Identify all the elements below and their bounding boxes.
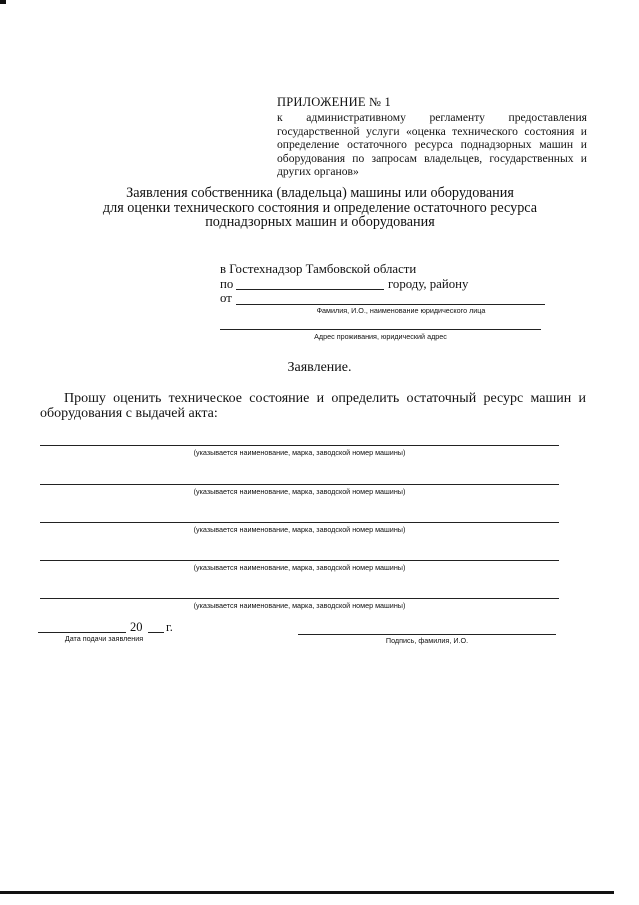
applicant-address-field[interactable] bbox=[220, 329, 541, 330]
district-suffix: городу, району bbox=[388, 277, 469, 291]
machine-field-4[interactable] bbox=[40, 560, 559, 561]
district-field[interactable] bbox=[236, 289, 384, 290]
signature-field[interactable] bbox=[298, 634, 556, 635]
machine-field-2[interactable] bbox=[40, 484, 559, 485]
document-title bbox=[60, 186, 580, 230]
date-field[interactable] bbox=[38, 632, 126, 633]
machine-field-3[interactable] bbox=[40, 522, 559, 523]
document-title-line-2: для оценки технического состояния и определение остаточного ресурса bbox=[102, 199, 538, 216]
document-title-line-3: поднадзорных машин и оборудования bbox=[205, 214, 435, 230]
machine-field-5[interactable] bbox=[40, 598, 559, 599]
machine-field-caption-4: (указывается наименование, марка, заводской номер машины) bbox=[193, 563, 406, 572]
request-text: Прошу оценить техническое состояние и определить остаточный ресурс машин и оборудования с выдачей акта: bbox=[40, 391, 586, 421]
machine-field-caption-1: (указывается наименование, марка, заводской номер машины) bbox=[193, 448, 406, 457]
scan-corner-mark bbox=[0, 0, 6, 4]
document-title-line-1: Заявления собственника (владельца) машины или оборудования bbox=[126, 185, 514, 201]
year-prefix: 20 bbox=[130, 620, 143, 634]
machine-field-caption-5: (указывается наименование, марка, заводской номер машины) bbox=[193, 601, 406, 610]
applicant-address-caption: Адрес проживания, юридический адрес bbox=[314, 332, 447, 341]
appendix-description: к административному регламенту предоставления государственной услуги «оценка технического состояния и определение остаточного ресурса поднадзорных машин и оборудования по запросам владельцев, государственных и других органов» bbox=[277, 111, 587, 179]
applicant-prefix: от bbox=[220, 291, 232, 305]
applicant-name-field[interactable] bbox=[236, 304, 545, 305]
year-suffix: г. bbox=[166, 620, 173, 634]
district-prefix: по bbox=[220, 277, 234, 291]
year-field[interactable] bbox=[148, 632, 164, 633]
applicant-name-caption: Фамилия, И.О., наименование юридического лица bbox=[316, 306, 486, 315]
appendix-title: ПРИЛОЖЕНИЕ № 1 bbox=[277, 95, 391, 109]
signature-caption: Подпись, фамилия, И.О. bbox=[385, 636, 469, 645]
date-caption: Дата подачи заявления bbox=[64, 634, 144, 643]
machine-field-1[interactable] bbox=[40, 445, 559, 446]
machine-field-caption-3: (указывается наименование, марка, заводской номер машины) bbox=[193, 525, 406, 534]
addressee-organization: в Гостехнадзор Тамбовской области bbox=[220, 262, 417, 276]
statement-heading: Заявление. bbox=[287, 360, 352, 375]
machine-field-caption-2: (указывается наименование, марка, заводской номер машины) bbox=[193, 487, 406, 496]
scan-bottom-rule bbox=[0, 891, 614, 894]
